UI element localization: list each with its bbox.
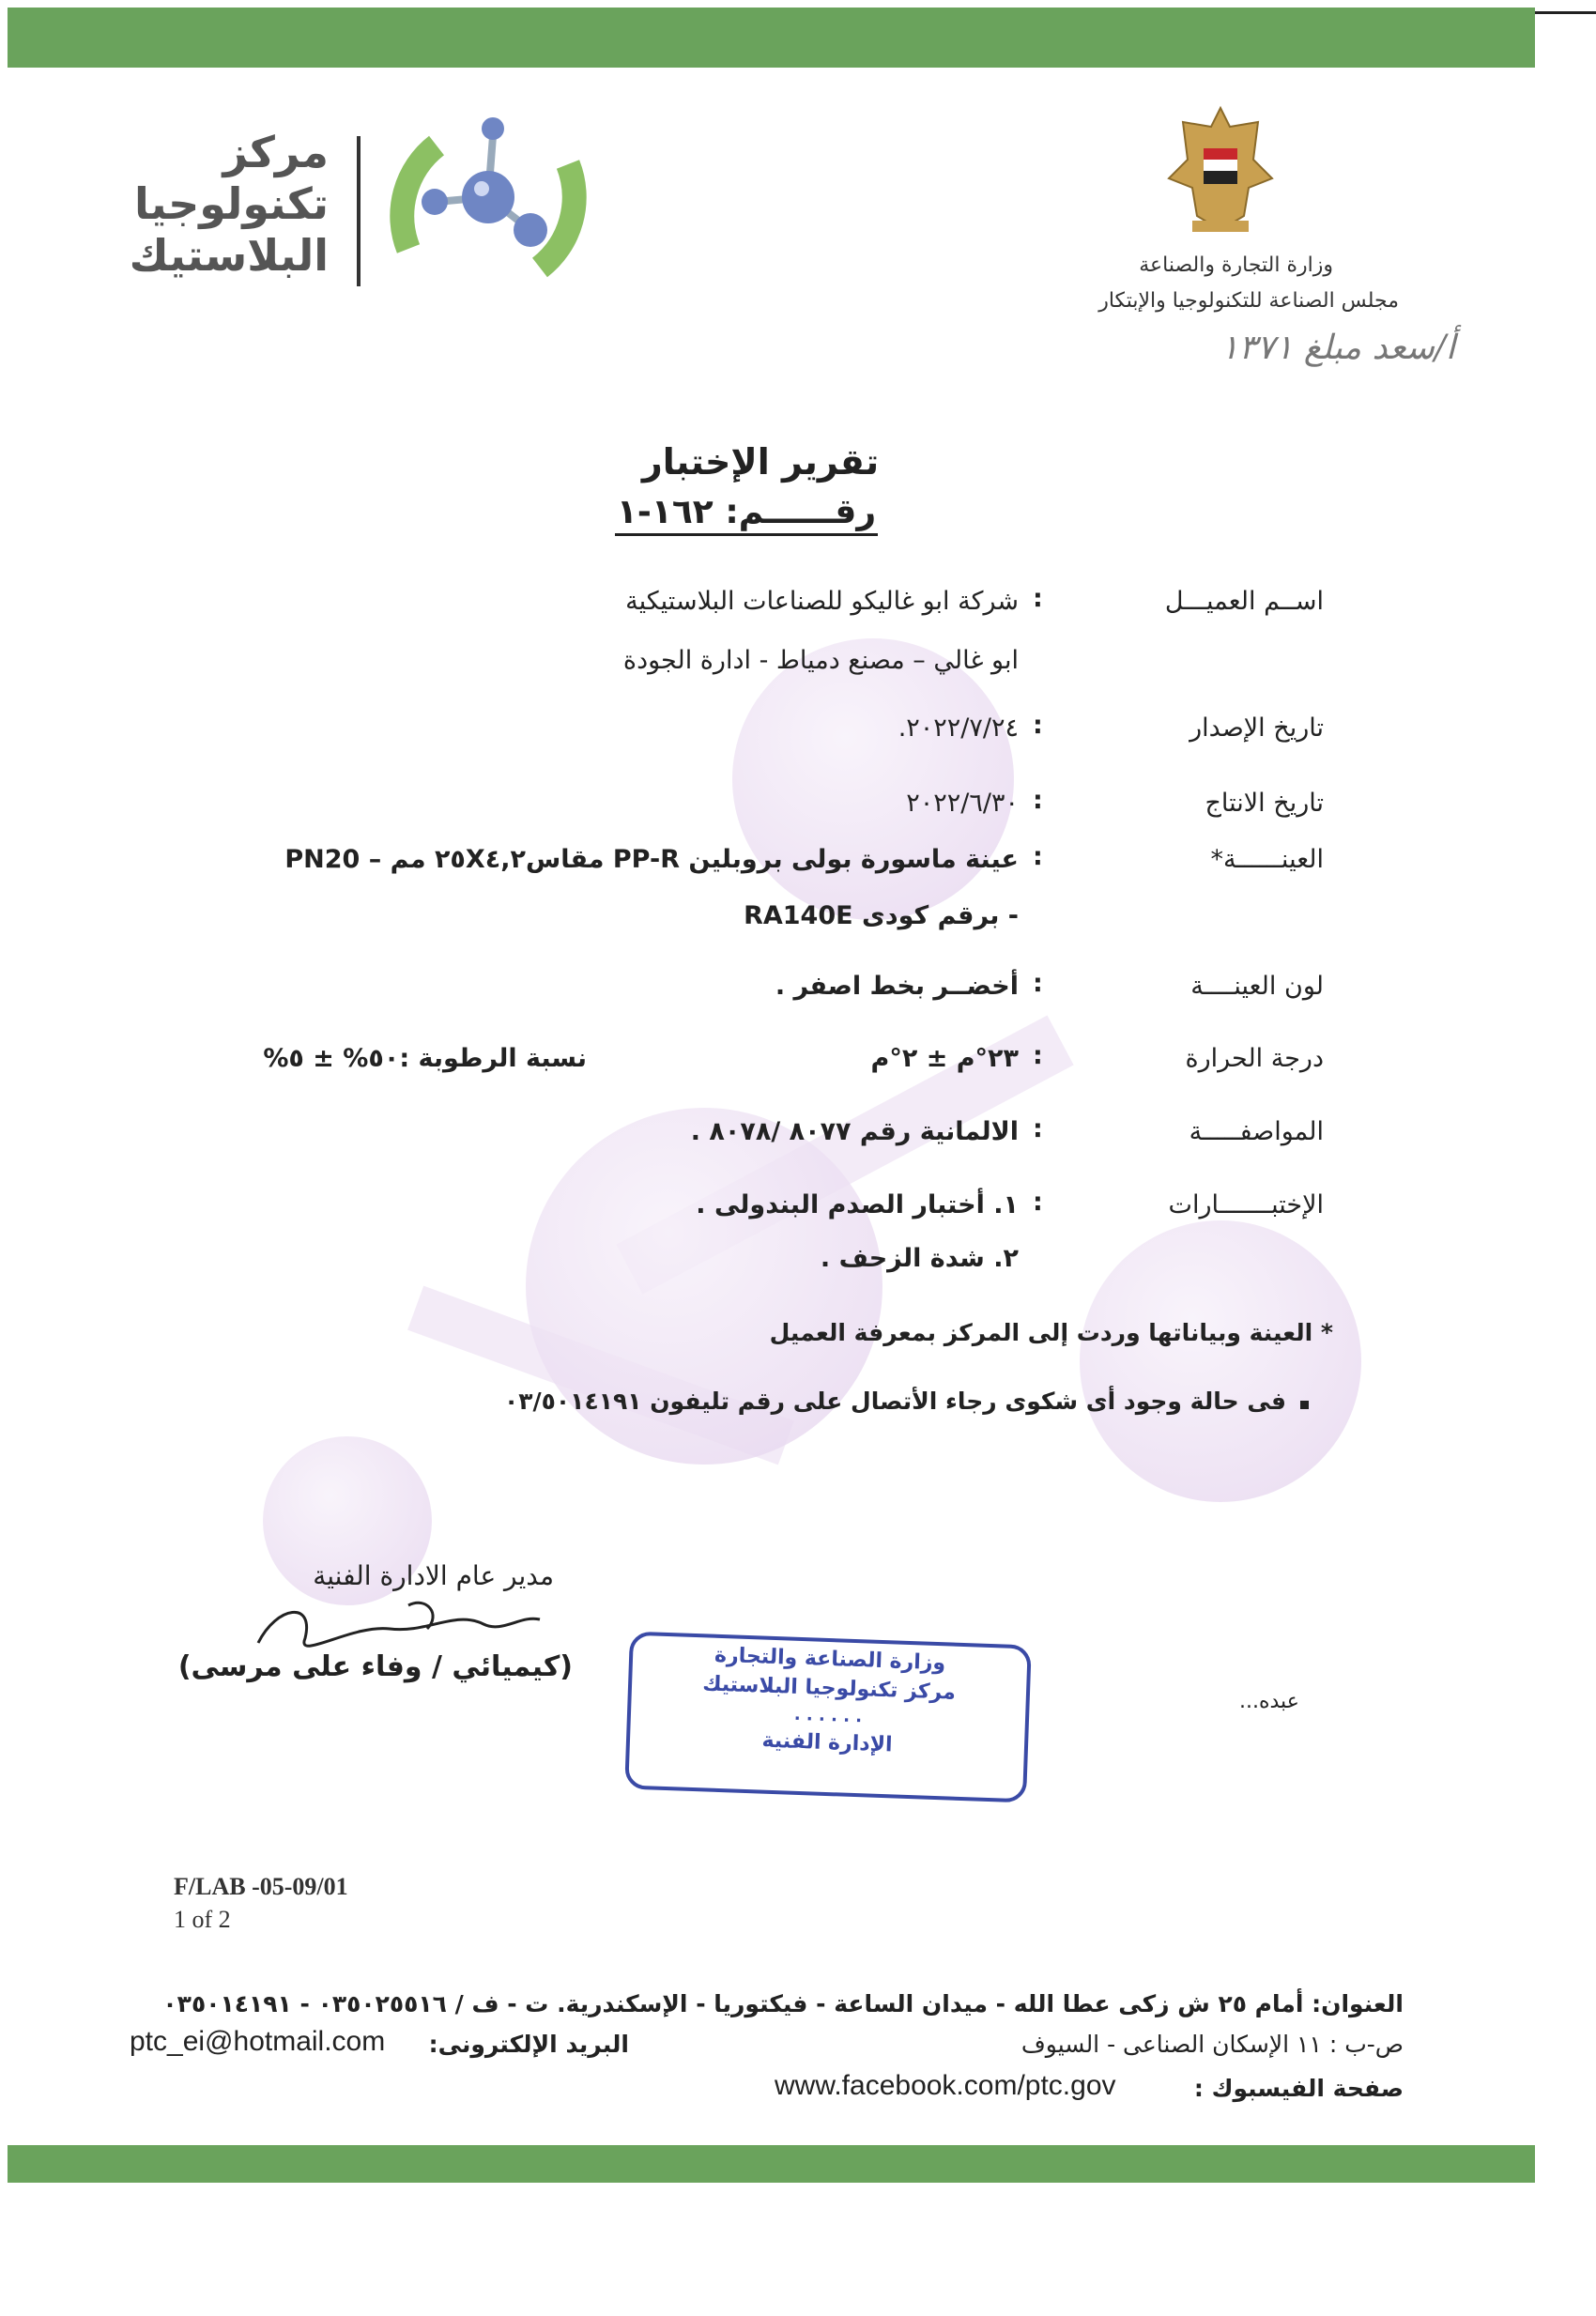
remark-text: عبده... <box>1239 1690 1299 1713</box>
field-value-issue-date: ٢٠٢٢/٧/٢٤. <box>898 713 1019 743</box>
field-label-tests: الإختبـــــــارات <box>1168 1190 1324 1219</box>
signature-name: (كيميائي / وفاء على مرسى) <box>177 1650 573 1683</box>
field-value-client: شركة ابو غاليكو للصناعات البلاستيكية <box>625 587 1019 616</box>
field-value-color: أخضــر بخط اصفر . <box>775 972 1019 1001</box>
field-value-humidity: نسبة الرطوبة :٥٠% ± ٥% <box>263 1044 587 1073</box>
field-colon: : <box>1033 1188 1043 1217</box>
stamp-line-2: مركز تكنولوجيا البلاستيك <box>701 1672 957 1705</box>
field-colon: : <box>1033 786 1043 815</box>
footer-facebook-link[interactable]: www.facebook.com/ptc.gov <box>775 2070 1116 2101</box>
field-colon: : <box>1033 584 1043 613</box>
field-label-issue-date: تاريخ الإصدار <box>1189 713 1324 743</box>
field-label-specification: المواصفـــــة <box>1189 1117 1324 1146</box>
footer-address: العنوان: أمام ٢٥ ش زكى عطا الله - ميدان الساعة - فيكتوريا - الإسكندرية. ت - ف / ٠٣٥٠٢٥٥١٦ - ٠٣٥٠١٤١٩١ <box>162 1990 1404 2017</box>
note-complaints: فى حالة وجود أى شكوى رجاء الأتصال على رقم تليفون ٠٣/٥٠١٤١٩١ <box>504 1388 1286 1415</box>
logo-divider <box>357 136 361 286</box>
edge-line <box>1535 11 1596 14</box>
ministry-line-1: وزارة التجارة والصناعة <box>1139 253 1333 277</box>
field-value-specification: الالمانية رقم ٨٠٧٧ /٨٠٧٨ . <box>690 1117 1019 1146</box>
field-value-client-branch: ابو غالي – مصنع دمياط - ادارة الجودة <box>622 646 1019 675</box>
bullet-icon <box>1300 1401 1309 1409</box>
molecule-logo-icon <box>380 108 606 296</box>
top-green-bar <box>8 8 1535 68</box>
field-label-production-date: تاريخ الانتاج <box>1205 789 1324 818</box>
signature-title: مدير عام الادارة الفنية <box>313 1560 554 1591</box>
bottom-green-bar <box>8 2145 1535 2183</box>
field-colon: : <box>1033 1114 1043 1143</box>
footer-email[interactable]: ptc_ei@hotmail.com <box>130 2026 386 2057</box>
footer-pobox: ص-ب : ١١ الإسكان الصناعى - السيوف <box>1021 2031 1404 2058</box>
field-value-test-1: ١. أختبار الصدم البندولى . <box>696 1190 1019 1219</box>
field-colon: : <box>1033 842 1043 871</box>
handwritten-note: أ/سعد مبلغ ١٣٧١ <box>1220 329 1455 367</box>
field-label-temperature: درجة الحرارة <box>1185 1044 1324 1073</box>
form-code: F/LAB -05-09/01 <box>174 1873 348 1900</box>
field-label-color: لون العينــــة <box>1190 972 1324 1001</box>
field-value-sample-code: - برقم كودى RA140E <box>744 901 1019 930</box>
field-value-temperature: ٢٣°م ± ٢°م <box>870 1044 1019 1073</box>
field-value-production-date: ٢٠٢٢/٦/٣٠ <box>906 789 1019 818</box>
stamp-line-3: الإدارة الفنية <box>761 1728 893 1757</box>
field-label-sample: العينــــــة* <box>1210 845 1324 874</box>
field-colon: : <box>1033 969 1043 998</box>
field-label-client: اســم العميـــل <box>1164 587 1324 616</box>
field-colon: : <box>1033 1041 1043 1070</box>
eagle-emblem-icon <box>1164 103 1277 239</box>
official-stamp: وزارة الصناعة والتجارة مركز تكنولوجيا البلاستيك . . . . . . الإدارة الفنية <box>624 1632 1032 1803</box>
report-number: رقــــــم: ١٦٢-١ <box>615 493 878 536</box>
report-title: تقرير الإختبار <box>641 441 880 483</box>
logo-line-3: البلاستيك <box>129 230 329 281</box>
logo-line-1: مركز <box>223 127 329 177</box>
page-indicator: 1 of 2 <box>174 1906 231 1933</box>
stamp-line-1: وزارة الصناعة والتجارة <box>714 1643 946 1676</box>
footer-email-label: البريد الإلكترونى: <box>428 2031 629 2058</box>
footer-facebook-label: صفحة الفيسبوك : <box>1193 2075 1404 2102</box>
logo-line-2: تكنولوجيا <box>134 178 329 229</box>
field-colon: : <box>1033 711 1043 740</box>
field-value-sample: عينة ماسورة بولى بروبلين PP-R مقاس٢٥X٤,٢ مم – PN20 <box>284 845 1019 874</box>
ministry-line-2: مجلس الصناعة للتكنولوجيا والإبتكار <box>1098 289 1399 313</box>
field-value-test-2: ٢. شدة الزحف . <box>820 1244 1019 1273</box>
note-sample-source: * العينة وبياناتها وردت إلى المركز بمعرفة العميل <box>769 1319 1333 1346</box>
